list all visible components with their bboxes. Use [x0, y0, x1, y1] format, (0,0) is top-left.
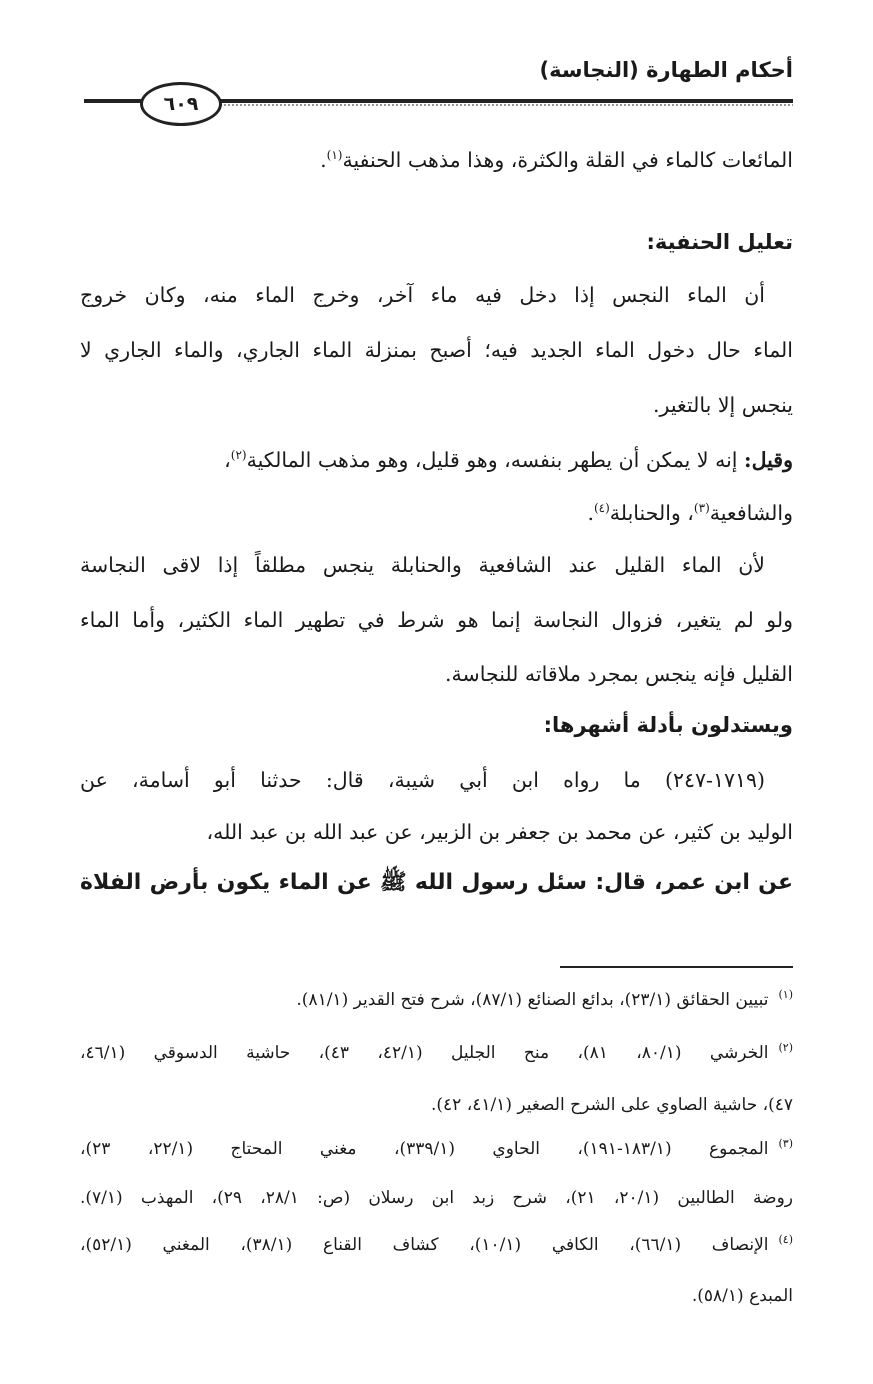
body-line-1: المائعات كالماء في القلة والكثرة، وهذا مذهب الحنفية$^{(١)}$.: [320, 148, 793, 172]
para-2-line-3: القليل فإنه ينجس بمجرد ملاقاته للنجاسة.: [445, 662, 793, 686]
header-rule-shadow: [220, 104, 793, 106]
page-number: [140, 82, 222, 126]
footnote-4-line-1: $^{(٤)}$الإنصاف (٦٦/١)، الكافي (١٠/١)، كشاف القناع (٣٨/١)، المغني (٥٢/١)،: [80, 1233, 794, 1255]
madhhab-line: والشافعية$^{(٣)}$، والحنابلة$^{(٤)}$.: [587, 501, 793, 525]
hadith-isnad-line-1: (١٧١٩-٢٤٧) ما رواه ابن أبي شيبة، قال: حدثنا أبو أسامة، عن: [80, 768, 765, 792]
para-1-line-1: أن الماء النجس إذا دخل فيه ماء آخر، وخرج الماء منه، وكان خروج: [80, 283, 765, 307]
hadith-isnad-line-2: الوليد بن كثير، عن محمد بن جعفر بن الزبير، عن عبد الله بن عبد الله،: [206, 820, 793, 844]
qil-label: وقيل:: [744, 448, 793, 472]
footnote-ref-2: (٢): [230, 448, 247, 463]
footnote-3-line-2: روضة الطالبين (٢٠/١، ٢١)، شرح زبد ابن رسلان (ص: ٢٨/١، ٢٩)، المهذب (٧/١).: [80, 1188, 793, 1208]
heading-evidence: ويستدلون بأدلة أشهرها:: [543, 713, 793, 737]
footnote-3-line-1: $^{(٣)}$المجموع (١٨٣/١-١٩١)، الحاوي (٣٣٩/١)، مغني المحتاج (٢٢/١، ٢٣)،: [80, 1137, 793, 1159]
footnote-2-number: (٢): [778, 1041, 794, 1055]
footnote-2-line-2: ٤٧)، حاشية الصاوي على الشرح الصغير (٤١/١، ٤٢).: [430, 1095, 793, 1115]
para-2-line-1: لأن الماء القليل عند الشافعية والحنابلة ينجس مطلقاً إذا لاقى النجاسة: [80, 553, 765, 577]
footnote-1: $^{(١)}$تبيين الحقائق (٢٣/١)، بدائع الصنائع (٨٧/١)، شرح فتح القدير (٨١/١).: [296, 988, 793, 1010]
footnote-ref-3: (٣): [693, 501, 710, 516]
footnote-4-number: (٤): [778, 1233, 794, 1247]
footnote-4-line-2: المبدع (٥٨/١).: [691, 1286, 793, 1306]
footnote-2-line-1: $^{(٢)}$الخرشي (٨٠/١، ٨١)، منح الجليل (٤٢/١، ٤٣)، حاشية الدسوقي (٤٦/١،: [80, 1041, 794, 1063]
footnote-3-number: (٣): [778, 1137, 793, 1151]
heading-hanafi-reasoning: تعليل الحنفية:: [646, 230, 793, 254]
para-2-line-2: ولو لم يتغير، فزوال النجاسة إنما هو شرط في تطهير الماء الكثير، وأما الماء: [80, 608, 793, 632]
footnote-ref-1: (١): [326, 148, 343, 163]
footnote-1-number: (١): [778, 988, 793, 1002]
para-1-line-3: ينجس إلا بالتغير.: [653, 393, 793, 417]
page-number-text: ٦٠٩: [163, 93, 199, 115]
hadith-matn: عن ابن عمر، قال: سئل رسول الله ﷺ عن الماء يكون بأرض الفلاة: [80, 870, 793, 895]
running-title: أحكام الطهارة (النجاسة): [539, 58, 793, 82]
footnote-ref-4: (٤): [593, 501, 610, 516]
qil-line: وقيل: إنه لا يمكن أن يطهر بنفسه، وهو قليل، وهو مذهب المالكية$^{(٢)}$،: [224, 448, 793, 472]
footnote-separator: [560, 966, 793, 968]
para-1-line-2: الماء حال دخول الماء الجديد فيه؛ أصبح بمنزلة الماء الجاري، والماء الجاري لا: [80, 338, 793, 362]
